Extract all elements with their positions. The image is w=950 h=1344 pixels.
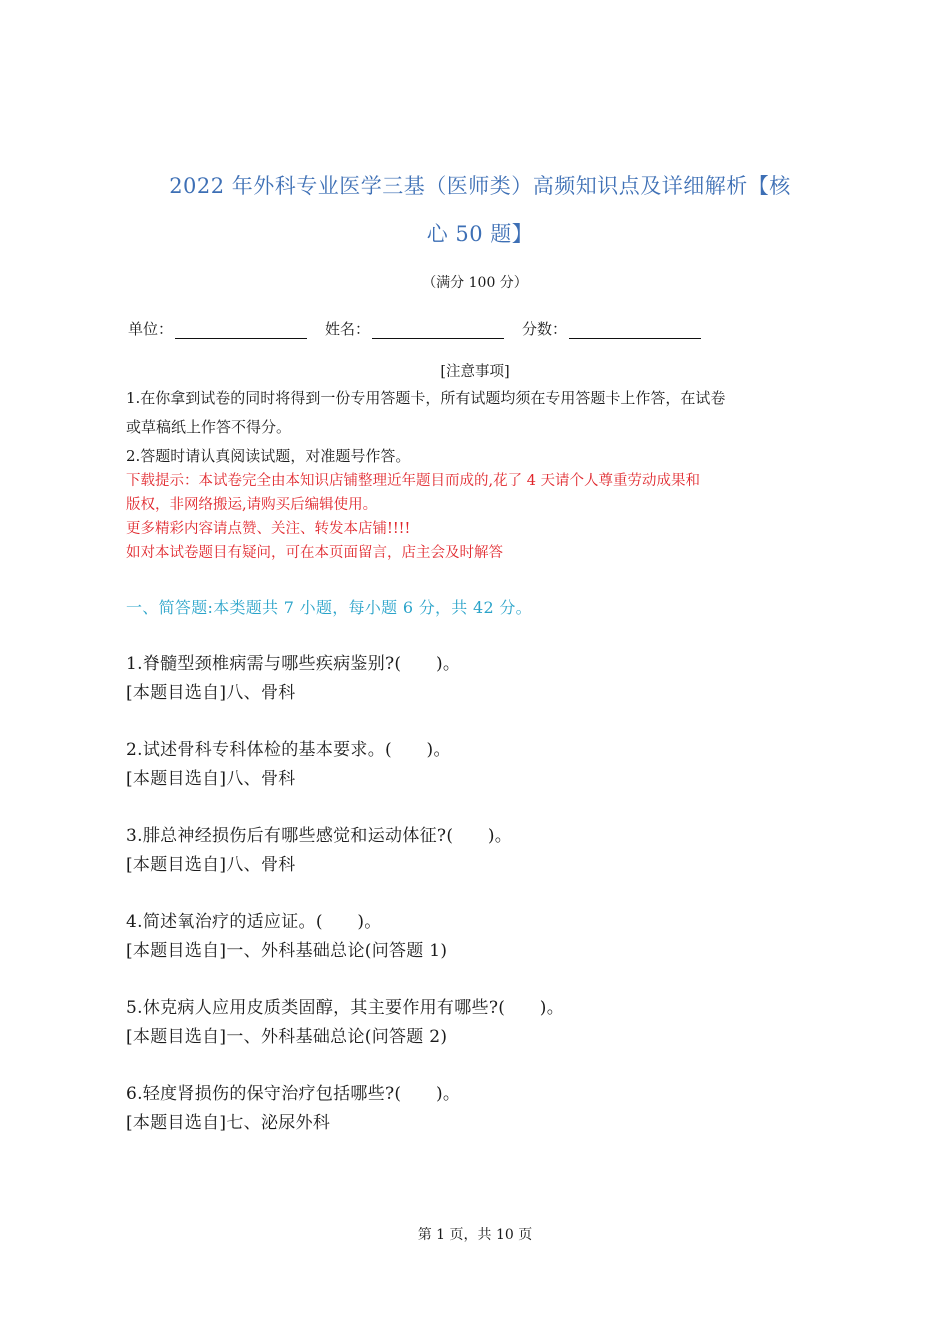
download-notice bbox=[126, 469, 836, 565]
question-item bbox=[126, 650, 460, 708]
question-item bbox=[126, 994, 564, 1052]
name-field bbox=[325, 318, 504, 339]
page-footer: 第 1 页，共 10 页 bbox=[417, 1227, 533, 1243]
promo-notice: 更多精彩内容请点赞、关注、转发本店铺!!!! bbox=[126, 521, 411, 537]
unit-blank-line bbox=[175, 322, 307, 339]
download-notice-line-1: 下载提示：本试卷完全由本知识店铺整理近年题目而成的,花了 4 天请个人尊重劳动成果和 bbox=[126, 473, 701, 489]
question-text: 2.试述骨科专科体检的基本要求。( )。 bbox=[126, 740, 451, 760]
name-label: 姓名： bbox=[325, 320, 371, 338]
full-score-note: （满分 100 分） bbox=[422, 275, 528, 291]
question-source: [本题目选自]八、骨科 bbox=[126, 855, 296, 875]
question-text: 5.休克病人应用皮质类固醇，其主要作用有哪些?( )。 bbox=[126, 998, 564, 1018]
question-source: [本题目选自]一、外科基础总论(问答题 1) bbox=[126, 941, 448, 961]
score-field bbox=[522, 318, 701, 339]
title-line-2: 心 50 题】 bbox=[426, 222, 534, 246]
unit-field bbox=[128, 318, 307, 339]
section-heading: 一、简答题:本类题共 7 小题，每小题 6 分，共 42 分。 bbox=[126, 598, 532, 617]
question-text: 6.轻度肾损伤的保守治疗包括哪些?( )。 bbox=[126, 1084, 461, 1104]
question-item bbox=[126, 822, 512, 880]
score-blank-line bbox=[569, 322, 701, 339]
document-title bbox=[120, 162, 840, 258]
question-source: [本题目选自]一、外科基础总论(问答题 2) bbox=[126, 1027, 448, 1047]
question-source: [本题目选自]八、骨科 bbox=[126, 769, 296, 789]
download-notice-line-2: 版权，非网络搬运,请购买后编辑使用。 bbox=[126, 497, 378, 513]
name-blank-line bbox=[372, 322, 504, 339]
note-item-1-line-2: 或草稿纸上作答不得分。 bbox=[126, 418, 292, 436]
question-source: [本题目选自]七、泌尿外科 bbox=[126, 1113, 331, 1133]
score-label: 分数： bbox=[522, 320, 568, 338]
note-item-1-line-1: 1.在你拿到试卷的同时将得到一份专用答题卡，所有试题均须在专用答题卡上作答，在试卷 bbox=[126, 389, 726, 407]
title-line-1: 2022 年外科专业医学三基（医师类）高频知识点及详细解析【核 bbox=[169, 174, 791, 198]
notes-heading: [注意事项] bbox=[440, 364, 510, 380]
question-item bbox=[126, 908, 447, 966]
unit-label: 单位： bbox=[128, 320, 174, 338]
question-item bbox=[126, 1080, 460, 1138]
question-notice: 如对本试卷题目有疑问，可在本页面留言，店主会及时解答 bbox=[126, 545, 503, 561]
question-text: 4.简述氧治疗的适应证。( )。 bbox=[126, 912, 382, 932]
question-text: 1.脊髓型颈椎病需与哪些疾病鉴别?( )。 bbox=[126, 654, 461, 674]
question-text: 3.腓总神经损伤后有哪些感觉和运动体征?( )。 bbox=[126, 826, 513, 846]
note-item-2: 2.答题时请认真阅读试题，对准题号作答。 bbox=[126, 447, 411, 465]
note-item-1 bbox=[126, 384, 836, 442]
header-fields bbox=[128, 318, 719, 339]
question-source: [本题目选自]八、骨科 bbox=[126, 683, 296, 703]
question-item bbox=[126, 736, 451, 794]
